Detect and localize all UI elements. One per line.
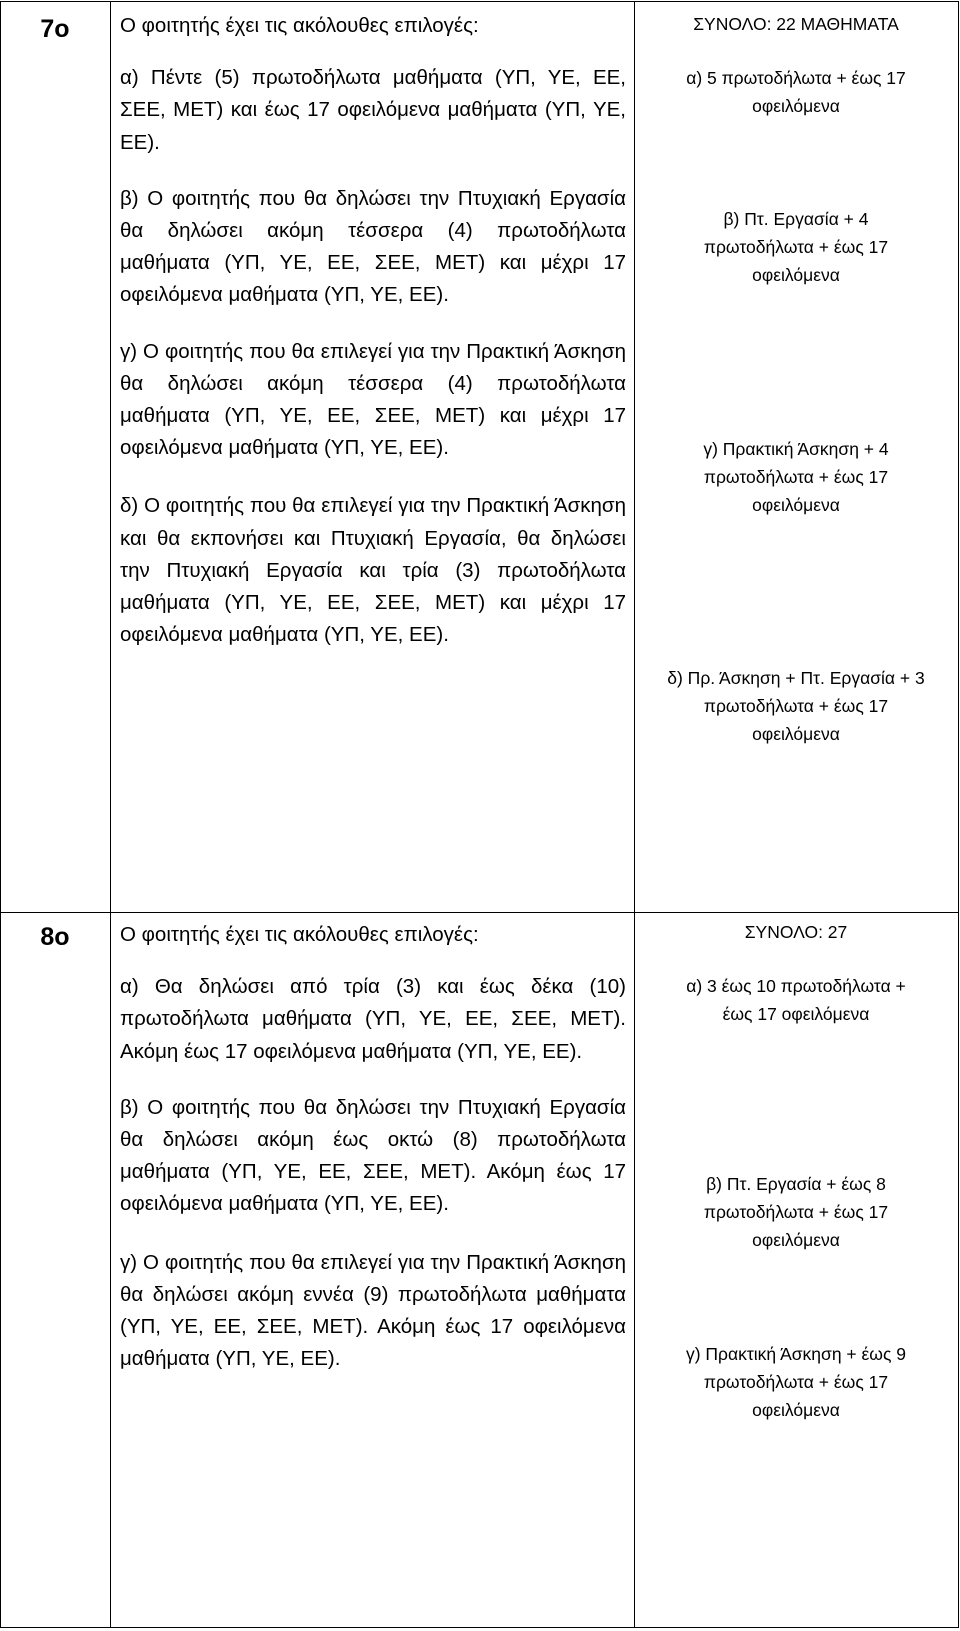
summary-line: β) Πτ. Εργασία + έως 8 [706,1174,886,1194]
summary-line: οφειλόμενα [752,1400,840,1420]
table-border-bottom [0,1627,959,1628]
summary-a [638,972,954,1028]
summary-line: α) 3 έως 10 πρωτοδήλωτα + [686,976,906,996]
option-d: δ) Ο φοιτητής που θα επιλεγεί για την Πρακτική Άσκηση και θα εκπονήσει και Πτυχιακή Εργασία, θα δηλώσει την Πτυχιακή Εργασία και τρία (3) πρωτοδήλωτα μαθήματα (ΥΠ, ΥΕ, ΕΕ, ΣΕΕ, ΜΕΤ) και μέχρι 17 οφειλόμενα μαθήματα (ΥΠ, ΥΕ, ΕΕ). [120,494,626,647]
summary-line: οφειλόμενα [752,1230,840,1250]
table-border-right [958,1,959,1628]
summary-line: οφειλόμενα [752,265,840,285]
option-c: γ) Ο φοιτητής που θα επιλεγεί για την Πρακτική Άσκηση θα δηλώσει ακόμη τέσσερα (4) πρωτοδήλωτα μαθήματα (ΥΠ, ΥΕ, ΕΕ, ΣΕΕ, ΜΕΤ) και μέχρι 17 οφειλόμενα μαθήματα (ΥΠ, ΥΕ, ΕΕ). [120,339,626,460]
summary-line: πρωτοδήλωτα + έως 17 [703,467,889,487]
summary-c [638,435,954,519]
semester-label: 7ο [40,15,70,43]
summary-line: γ) Πρακτική Άσκηση + έως 9 [685,1344,906,1364]
summary-c [638,1340,954,1424]
summary-line: οφειλόμενα [752,96,840,116]
options-intro: Ο φοιτητής έχει τις ακόλουθες επιλογές: [120,14,479,37]
table-row-divider [0,912,959,913]
options-intro: Ο φοιτητής έχει τις ακόλουθες επιλογές: [120,923,479,946]
column-divider-1 [110,1,111,1628]
summary-line: γ) Πρακτική Άσκηση + 4 [703,439,889,459]
summary-line: πρωτοδήλωτα + έως 17 [703,696,889,716]
summary-total: ΣΥΝΟΛΟ: 22 ΜΑΘΗΜΑΤΑ [693,14,899,34]
column-divider-2 [634,1,635,1628]
option-a: α) Θα δηλώσει από τρία (3) και έως δέκα (10) πρωτοδήλωτα μαθήματα (ΥΠ, ΥΕ, ΕΕ, ΣΕΕ, ΜΕΤ). Ακόμη έως 17 οφειλόμενα μαθήματα (ΥΠ, ΥΕ, ΕΕ). [120,975,626,1063]
option-b: β) Ο φοιτητής που θα δηλώσει την Πτυχιακή Εργασία θα δηλώσει ακόμη έως οκτώ (8) πρωτοδήλωτα μαθήματα (ΥΠ, ΥΕ, ΕΕ, ΣΕΕ, ΜΕΤ). Ακόμη έως 17 οφειλόμενα μαθήματα (ΥΠ, ΥΕ, ΕΕ). [120,1095,626,1216]
summary-line: οφειλόμενα [752,495,840,515]
table-border-top [0,1,959,2]
options-cell [120,10,626,651]
option-c: γ) Ο φοιτητής που θα επιλεγεί για την Πρακτική Άσκηση θα δηλώσει ακόμη εννέα (9) πρωτοδήλωτα μαθήματα (ΥΠ, ΥΕ, ΕΕ, ΣΕΕ, ΜΕΤ). Ακόμη έως 17 οφειλόμενα μαθήματα (ΥΠ, ΥΕ, ΕΕ). [120,1250,626,1371]
options-cell [120,919,626,1375]
summary-line: έως 17 οφειλόμενα [722,1004,870,1024]
option-a: α) Πέντε (5) πρωτοδήλωτα μαθήματα (ΥΠ, ΥΕ, ΕΕ, ΣΕΕ, ΜΕΤ) και έως 17 οφειλόμενα μαθήματα (ΥΠ, ΥΕ, ΕΕ). [120,66,626,154]
summary-line: πρωτοδήλωτα + έως 17 [703,1372,889,1392]
semester-label: 8ο [40,923,70,951]
summary-line: α) 5 πρωτοδήλωτα + έως 17 [686,68,906,88]
summary-line: β) Πτ. Εργασία + 4 [723,209,869,229]
summary-b [638,1170,954,1254]
option-b: β) Ο φοιτητής που θα δηλώσει την Πτυχιακή Εργασία θα δηλώσει ακόμη τέσσερα (4) πρωτοδήλωτα μαθήματα (ΥΠ, ΥΕ, ΕΕ, ΣΕΕ, ΜΕΤ) και μέχρι 17 οφειλόμενα μαθήματα (ΥΠ, ΥΕ, ΕΕ). [120,186,626,307]
summary-b [638,205,954,289]
summary-a [638,64,954,120]
summary-d [638,664,954,748]
summary-line: οφειλόμενα [752,724,840,744]
summary-line: δ) Πρ. Άσκηση + Πτ. Εργασία + 3 [667,668,925,688]
summary-total: ΣΥΝΟΛΟ: 27 [744,922,848,942]
summary-line: πρωτοδήλωτα + έως 17 [703,1202,889,1222]
summary-line: πρωτοδήλωτα + έως 17 [703,237,889,257]
table-border-left [0,1,1,1628]
